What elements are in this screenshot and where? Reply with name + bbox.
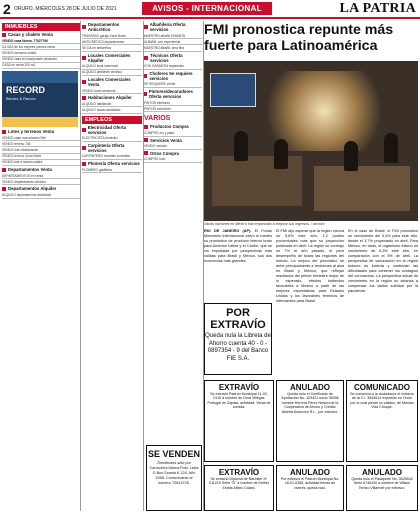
classified-ad: VENDO casa Nueva. 77627766 [2,38,80,44]
notice-title: EXTRAVÍO [218,383,260,392]
subcategory-header: Locales Comerciales Alquiler [82,53,142,63]
bullet-icon [2,187,6,191]
extravio-notice [204,303,272,375]
subcategory-header: Productos Compra [144,124,202,129]
anulado-notice [346,465,418,511]
subcategory-header: Pintores/decoradores Oferta servicios [144,89,202,99]
photo-caption: Varias naciones en México han empezado a mejorar sus ingresos. / archivo [204,222,325,226]
page-number: 2 [3,1,11,17]
extravio-notice [204,465,274,511]
bullet-icon [144,56,148,60]
classified-ad: VENDO hermoso chalet. [2,50,80,56]
photo-person [234,131,248,161]
subcategory-header: Departamentos Anticrético [82,22,142,32]
article-byline: RÍO DE JANEIRO (AP). [204,229,252,233]
anulado-notice [276,465,344,511]
photo-person [344,141,358,171]
notice-body: Queda nula la Libreta de Ahorro cuenta 40 - 0 - 0897354 - 9 del Banco FIE S.A. [205,333,271,362]
subcategory-header: Electricidad Oferta servicios [82,125,142,135]
notice-body: Se extravió Padrón Municipal 11-02-0110 a nombre de Dora Villegas Portugal de Zapata, actividad: Venta de comida. [207,392,271,410]
classified-ad: PLOMERO gasfitería [82,167,142,173]
bullet-icon [144,138,148,142]
subcategory-header: Servicios Venta [144,138,202,143]
bullet-icon [82,80,86,84]
classified-ad: COMPRO oro y plata [144,130,202,136]
classified-ad: ANTICRÉTICO departamento [82,39,142,45]
bullet-icon [144,92,147,96]
newspaper-brand: LA PATRIA [339,1,416,16]
bullet-icon [82,25,86,29]
bullet-icon [144,25,148,29]
classified-ad: VENDO departamento céntrico [2,179,80,185]
classified-ad: SE DA en anticrético [82,45,142,51]
classified-ad: COMPRO todo [144,157,202,163]
classified-ad: VENDO servicio [144,144,202,150]
photo-person [274,139,288,169]
classified-ad: CA SAS de los mejores precios venta [2,44,80,50]
classified-ad: VENDO local comercial [82,88,142,94]
article-headline: FMI pronostica repunte más fuerte para Latinoamérica [204,22,394,54]
ad-body: Ómnibuses sólo por Carrocería Marca Polo, Letra G Bus Scania K 124, Año 2008. Comunicarse al número 72613725. [149,461,199,485]
classified-ad: ALQUILO habitación [82,101,142,107]
bullet-icon [82,56,86,60]
photo-table [314,166,410,211]
bullet-icon [2,130,6,134]
subcategory-header: Lotes y terrenos Venta [2,129,80,134]
notice-body: Por extravío el Padrón Municipal No. 18-01-0285, actividad tienda de víveres, queda nulo. [280,477,340,490]
category-header: EMPLEOS [82,116,142,124]
bullet-icon [82,96,86,100]
extravio-notice [204,380,274,462]
photo-board [210,73,256,107]
subcategory-header: Locales Comerciales Venta [82,77,142,87]
ad-strip [2,117,78,127]
subcategory-header: Otros Compra [144,151,202,156]
ad-title: RECORD [6,85,46,96]
classified-ad: CASA en venta 200 m2. [2,63,80,69]
classified-ad: MAESTRO albañil, obra fina [144,45,202,51]
classifieds-column-1 [2,21,80,511]
notice-title: ANULADO [290,468,330,477]
classified-ad: CON GARANTÍA reparación [144,64,202,70]
subcategory-header: Casas y chalets Venta [2,32,80,37]
classified-ad: TRASPASO garaje Zona Norte [82,33,142,39]
classified-ad: ELECTRICISTA domicilio [82,136,142,142]
classified-ad: ALQUILO local comercial [82,64,142,70]
section-title: AVISOS - INTERNACIONAL [142,2,272,15]
varios-section-label: VARIOS [144,115,171,123]
comunicado-notice [346,380,418,462]
classified-ad: PINTOR interiores [144,100,202,106]
article-text: El Fondo Monetario Internacional elevó el martes su pronóstico de producto interno bruto para América Latina y el Caribe, que se vio impulsada por perspectivas más sólidas para Brasil y México, sus dos economías más grandes. [204,229,272,263]
notice-title: ANULADO [290,383,330,392]
classified-ad: ALQUILO departamento amoblado [2,192,80,198]
category-header: INMUEBLES [2,23,80,31]
bullet-icon [2,168,6,172]
bullet-icon [144,125,148,129]
classified-ad: VENDO terreno 7x8 [2,141,80,147]
bullet-icon [82,162,86,166]
notice-body: Se comunica a la ciudadanía el extravío de la C.I. 3544614 expedido en Oruro por lo cual pierde su validez, de Mónica Viza Choque. [350,392,414,410]
subcategory-header: Departamentos Venta [2,167,80,172]
classifieds-column-2 [82,21,142,511]
classified-ad: VENDO casa nueva barrio Ref. [2,135,80,141]
column-divider [80,21,81,511]
classified-ad: VENDO terreno Zona Norte [2,154,80,160]
notice-body: Queda nulo el Certificado de Aportación No. 429421 socio 36396 nombre Herrera Pérez Nelson de la Cooperativa de Ahorro y Crédito Abierta Asunción R.L., por extravío. [281,392,339,414]
notice-title: POR EXTRAVÍO [210,307,266,331]
classified-ad: ALQUILO ambiente céntrico [82,70,142,76]
notice-title: COMUNICADO [354,383,410,392]
classified-ad: VENDO lote a media cuadra [2,160,80,166]
bullet-icon [82,128,86,132]
city-skyline-image [2,71,78,83]
article-photo [204,61,418,221]
bullet-icon [144,151,148,155]
classified-ad: CARPINTERO muebles a medida [82,154,142,160]
bullet-icon [2,33,6,37]
notice-title: EXTRAVÍO [218,468,260,477]
record-real-estate-ad [2,71,78,127]
classified-ad: PINTOR exteriores [144,106,202,112]
classified-ad: ALBAÑIL con experiencia [144,39,202,45]
bullet-icon [144,74,147,78]
classified-ad: DEPARTAMENTOS en venta [2,173,80,179]
notice-body: Queda nulo el Pasaporte No. 3525534 Serie A746430 a nombre de Wilson Terrico Villarroel por extravío. [351,477,413,490]
article-column-1 [204,229,272,307]
classified-ad: VENDO casa en inmejorable ubicación [2,57,80,63]
subcategory-header: Habitaciones Alquiler [82,95,142,100]
ad-subtitle: Bienes & Raíces [6,96,36,102]
classified-ad: VENDO lote urbanización [2,147,80,153]
notice-title: ANULADO [362,468,402,477]
se-vende-ad [146,445,202,511]
photo-person [384,133,398,163]
subcategory-header: Técnicos Oferta servicios [144,53,202,63]
header-rule [0,17,420,19]
classified-ad: SE REQUIERE chofer [144,82,202,88]
article-column-3: En el caso de Brasil, el FMI pronosticó un crecimiento del 5,3% para este año, desde el 3,7% proyectado en abril. Para México, en tanto, el organismo estimó un crecimiento de 6,3% este año, en comparación con el 5% de abril. La perspectiva de vacunación en la región todavía es incierta y continúan las dificultades para contener los contagios del coronavirus. La perspectiva actual de crecimiento en la región no alcanza a compensar los daños sufridos por la pandemia. [348,229,418,293]
bullet-icon [82,146,86,150]
classified-ad: ALQUILO cuarto amoblado [82,107,142,113]
classifieds-column-3 [144,21,202,441]
subcategory-header: Choferes Se requiere servicios [144,71,202,81]
subcategory-header: Plomería Oferta servicios [82,161,142,166]
subcategory-header: Departamentos Alquiler [2,186,80,191]
issue-date: ORURO, MIÉRCOLES 28 DE JULIO DE 2021 [14,6,117,12]
classified-ad: MAESTRO albañil 67684478 [144,33,202,39]
subcategory-header: Carpintería Oferta servicios [82,143,142,153]
ad-title: SE VENDEN [147,449,200,459]
notice-body: Se extravió Diploma de Bachiller N° 011215 Serie "D" a nombre de Esther Estela Albino Calani. [209,477,269,490]
article-column-2: El FMI dijo esperar que la región crezca un 5,8% este año, 1,2 puntos porcentuales más que su proyección publicada en abril. La región se contrajo un 7% el año pasado, el peor desempeño de todas las regiones del mundo. La mejora del pronóstico se debe principalmente a revisiones al alza en Brasil y México, que reflejan resultados del primer trimestre mejor de lo esperado, efectos indirectos favorables a México a partir de las mejores expectativas para Estados Unidos y los favorables términos de intercambio para Brasil. [276,229,344,303]
photo-table [212,156,302,206]
anulado-notice [276,380,344,462]
subcategory-header: Albañilería Oferta servicios [144,22,202,32]
page-header [0,0,420,20]
